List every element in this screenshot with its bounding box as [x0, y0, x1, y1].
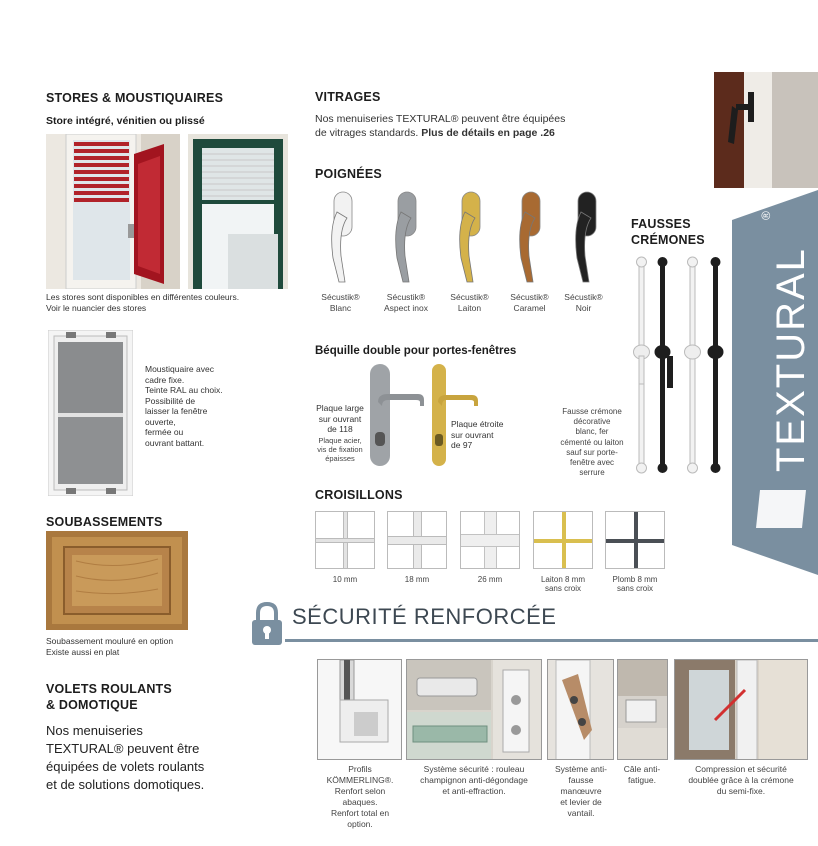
- croisillon-26mm: [460, 511, 520, 569]
- laiton-bar-h: [534, 539, 593, 543]
- bequille-etroite-text: Plaque étroite sur ouvrant de 97: [451, 419, 504, 450]
- croisillon-plomb: [605, 511, 665, 569]
- securite-caption-1: Profils KÖMMERLING®. Renfort selon abaques. Renfort total en option.: [326, 764, 394, 829]
- securite-photo-cale: [617, 659, 668, 760]
- cremones-caption: Fausse crémone décorative blanc, fer cémenté ou laiton sauf sur porte- fenêtre avec serrure: [560, 407, 624, 478]
- croisillon-laiton: [533, 511, 593, 569]
- bequille-images: [368, 362, 488, 470]
- securite-photo-profils: [317, 659, 402, 760]
- poignee-label-1: Sécustik® Blanc: [321, 292, 360, 313]
- lock-icon: [250, 601, 284, 647]
- stores-caption-2: Voir le nuancier des stores: [46, 303, 147, 313]
- fenetre-poignee-photo: [714, 72, 818, 188]
- bequille-large-text: Plaque large sur ouvrant de 118: [316, 403, 364, 434]
- securite-photo-levier: [547, 659, 614, 760]
- store-venitien-photo: [46, 134, 180, 289]
- store-plisse-photo: [188, 134, 288, 289]
- securite-caption-4: Câle anti- fatigue.: [623, 764, 661, 785]
- cremones-title-2: CRÉMONES: [631, 233, 705, 247]
- croisillon-label-3: 26 mm: [477, 575, 503, 584]
- croisillon-label-4: Laiton 8 mm sans croix: [540, 575, 586, 593]
- securite-caption-5: Compression et sécurité doublée grâce à la crémone du semi-fixe.: [688, 764, 794, 796]
- bequille-title: Béquille double pour portes-fenêtres: [315, 345, 517, 357]
- poignee-label-4: Sécustik® Caramel: [510, 292, 549, 313]
- soubassement-photo: [46, 531, 188, 630]
- plomb-bar-h: [606, 539, 665, 543]
- poignees-svg: [315, 188, 615, 288]
- moustiquaire-photo: [48, 330, 133, 496]
- poignee-label-2: Sécustik® Aspect inox: [384, 292, 428, 313]
- soubassement-caption-1: Soubassement mouluré en option: [46, 636, 174, 646]
- vitrages-text: Nos menuiseries TEXTURAL® peuvent être équipées de vitrages standards. Plus de détails en page .26: [315, 113, 566, 139]
- securite-divider: [285, 639, 818, 642]
- croisillon-label-1: 10 mm: [332, 575, 358, 584]
- brand-mark: ®: [759, 211, 773, 220]
- securite-photo-rouleau: [406, 659, 542, 760]
- poignees-title: POIGNÉES: [315, 167, 382, 181]
- securite-caption-3: Système anti- fausse manœuvre et levier de vantail.: [555, 764, 607, 818]
- croisillon-label-2: 18 mm: [404, 575, 430, 584]
- bequille-large-detail: Plaque acier, vis de fixation épaisses: [317, 436, 363, 463]
- soubassements-title: SOUBASSEMENTS: [46, 515, 163, 529]
- poignee-2-icon: [396, 192, 416, 282]
- croisillon-10mm: [315, 511, 375, 569]
- securite-title: SÉCURITÉ RENFORCÉE: [292, 604, 557, 629]
- poignee-4-icon: [520, 192, 540, 282]
- croisillon-label-5: Plomb 8 mm sans croix: [612, 575, 658, 593]
- cremones-photo: [627, 252, 732, 482]
- vitrages-title: VITRAGES: [315, 90, 381, 104]
- stores-subtitle: Store intégré, vénitien ou plissé: [46, 115, 205, 127]
- poignee-1-icon: [332, 192, 352, 282]
- moustiquaire-text: Moustiquaire avec cadre fixe. Teinte RAL au choix. Possibilité de laisser la fenêtre ouverte, fermée ou ouvrant battant.: [145, 364, 223, 448]
- securite-caption-2: Système sécurité : rouleau champignon anti-dégondage et anti-effraction.: [420, 764, 528, 796]
- textural-banner: [732, 190, 818, 575]
- croisillon-18mm: [387, 511, 447, 569]
- stores-caption-1: Les stores sont disponibles en différentes couleurs.: [46, 292, 240, 302]
- poignee-5-icon: [576, 192, 596, 282]
- poignees-row: [315, 188, 615, 288]
- brand-name: TEXTURAL: [769, 247, 813, 472]
- croisillons-title: CROISILLONS: [315, 488, 403, 502]
- poignee-label-3: Sécustik® Laiton: [450, 292, 489, 313]
- stores-title: STORES & MOUSTIQUAIRES: [46, 91, 224, 105]
- volets-title-1: VOLETS ROULANTS: [46, 682, 172, 696]
- securite-photo-compression: [674, 659, 808, 760]
- poignee-3-icon: [460, 192, 480, 282]
- cremones-title-1: FAUSSES: [631, 217, 691, 231]
- volets-title-2: & DOMOTIQUE: [46, 698, 138, 712]
- soubassement-caption-2: Existe aussi en plat: [46, 647, 120, 657]
- volets-text: Nos menuiseries TEXTURAL® peuvent être équipées de volets roulants et de solutions domotiques.: [46, 723, 205, 792]
- poignee-label-5: Sécustik® Noir: [564, 292, 603, 313]
